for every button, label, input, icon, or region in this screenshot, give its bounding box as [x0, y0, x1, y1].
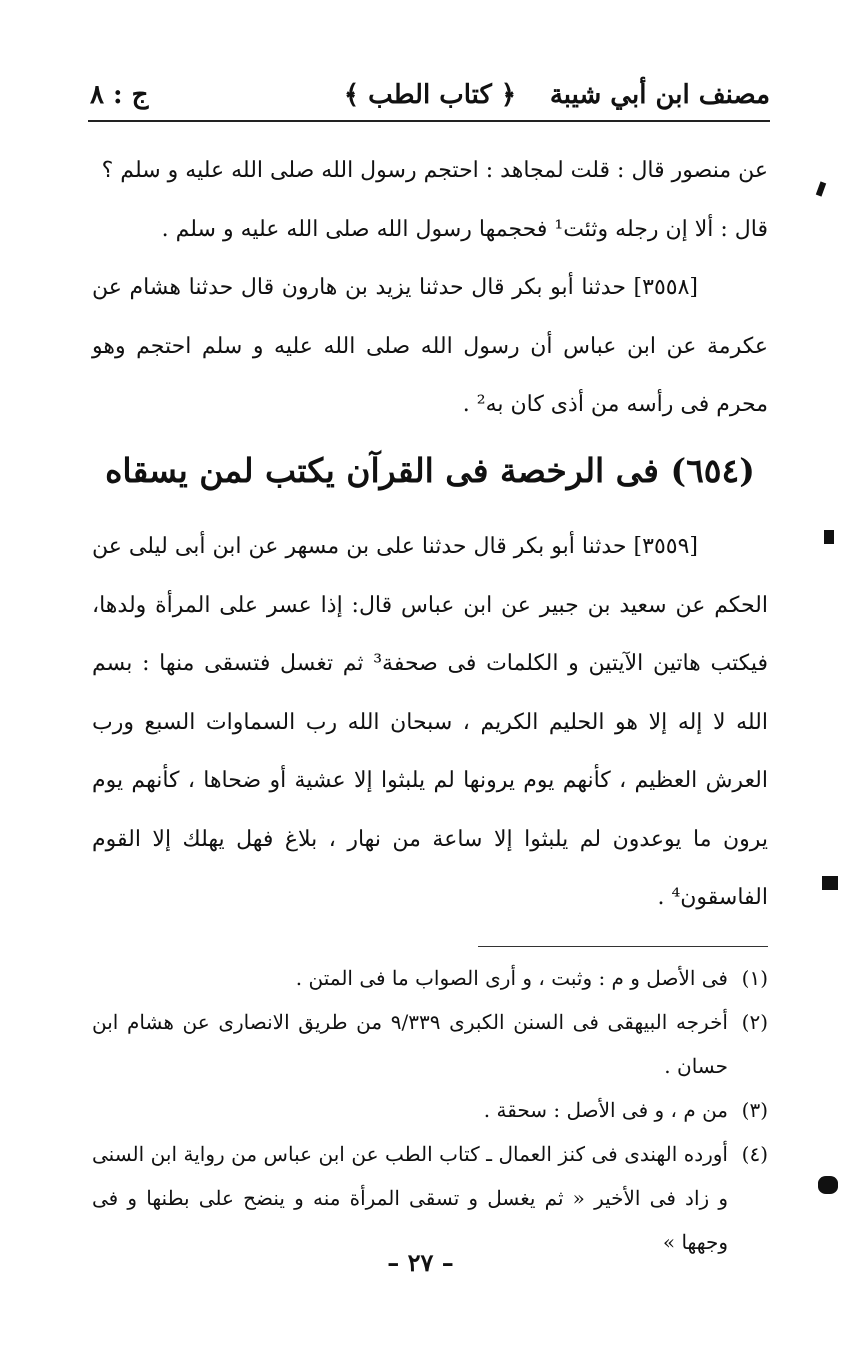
main-text: [92, 142, 768, 435]
volume-number: ج : ٨: [90, 80, 149, 110]
footnote-1: [92, 956, 768, 1000]
text-line: قال : ألا إن رجله وثئت¹ فحجمها رسول الله صلى الله عليه و سلم .: [161, 216, 768, 242]
footnote-3: [92, 1088, 768, 1132]
text-line: عن منصور قال : قلت لمجاهد : احتجم رسول الله صلى الله عليه و سلم ؟: [101, 158, 768, 183]
header-divider: [88, 120, 770, 122]
section-heading: (٦٥٤) فى الرخصة فى القرآن يكتب لمن يسقاه: [105, 451, 755, 490]
footnote-text: فى الأصل و م : وثبت ، و أرى الصواب ما فى المتن .: [295, 966, 728, 990]
footnote-text: أخرجه البيهقى فى السنن الكبرى ٩/٣٣٩ من طريق الانصارى عن هشام ابن حسان .: [92, 1010, 728, 1078]
chapter-title: ﴿ كتاب الطب ﴾: [343, 80, 517, 110]
footnote-divider: [478, 946, 768, 947]
page-number: – ٢٧ –: [387, 1248, 454, 1277]
page-header: [90, 74, 770, 122]
footnote-number: (١): [741, 966, 768, 990]
scan-mark: [824, 530, 834, 544]
scan-mark: [822, 876, 838, 890]
scan-mark: [816, 181, 826, 196]
footnote-number: (٢): [741, 1010, 768, 1034]
footnote-text: أورده الهندى فى كنز العمال ـ كتاب الطب عن ابن عباس من رواية ابن السنى و زاد فى الأخير « ثم يغسل و تسقى المرأة منه و ينضح على بطنها و فى وجهها »: [92, 1142, 728, 1254]
hadith-3558: [٣٥٥٨] حدثنا أبو بكر قال حدثنا يزيد بن هارون قال حدثنا هشام عن عكرمة عن ابن عباس أن رسول الله صلى الله عليه و سلم احتجم وهو محرم فى رأسه من أذى كان به² .: [92, 275, 768, 417]
book-title: مصنف ابن أبي شيبة: [549, 80, 770, 110]
hadith-3559: [٣٥٥٩] حدثنا أبو بكر قال حدثنا على بن مسهر عن ابن أبى ليلى عن الحكم عن سعيد بن جبير عن ابن عباس قال: إذا عسر على المرأة ولدها، فيكتب هاتين الآيتين و الكلمات فى صحفة³ ثم تغسل فتسقى منها : بسم الله لا إله إلا هو الحليم الكريم ، سبحان الله رب السماوات السبع ورب العرش العظيم ، كأنهم يوم يرونها لم يلبثوا إلا عشية أو ضحاها ، كأنهم يوم يرون ما يوعدون لم يلبثوا إلا ساعة من نهار ، بلاغ فهل يهلك إلا القوم الفاسقون⁴ .: [92, 534, 768, 910]
scan-mark: [818, 1176, 838, 1194]
main-text-2: [92, 518, 768, 928]
footnote-number: (٣): [741, 1098, 768, 1122]
footnote-2: [92, 1000, 768, 1088]
footnotes: [92, 956, 768, 1264]
footnote-4: [92, 1132, 768, 1264]
footnote-text: من م ، و فى الأصل : سحقة .: [483, 1098, 728, 1122]
footnote-number: (٤): [741, 1142, 768, 1166]
